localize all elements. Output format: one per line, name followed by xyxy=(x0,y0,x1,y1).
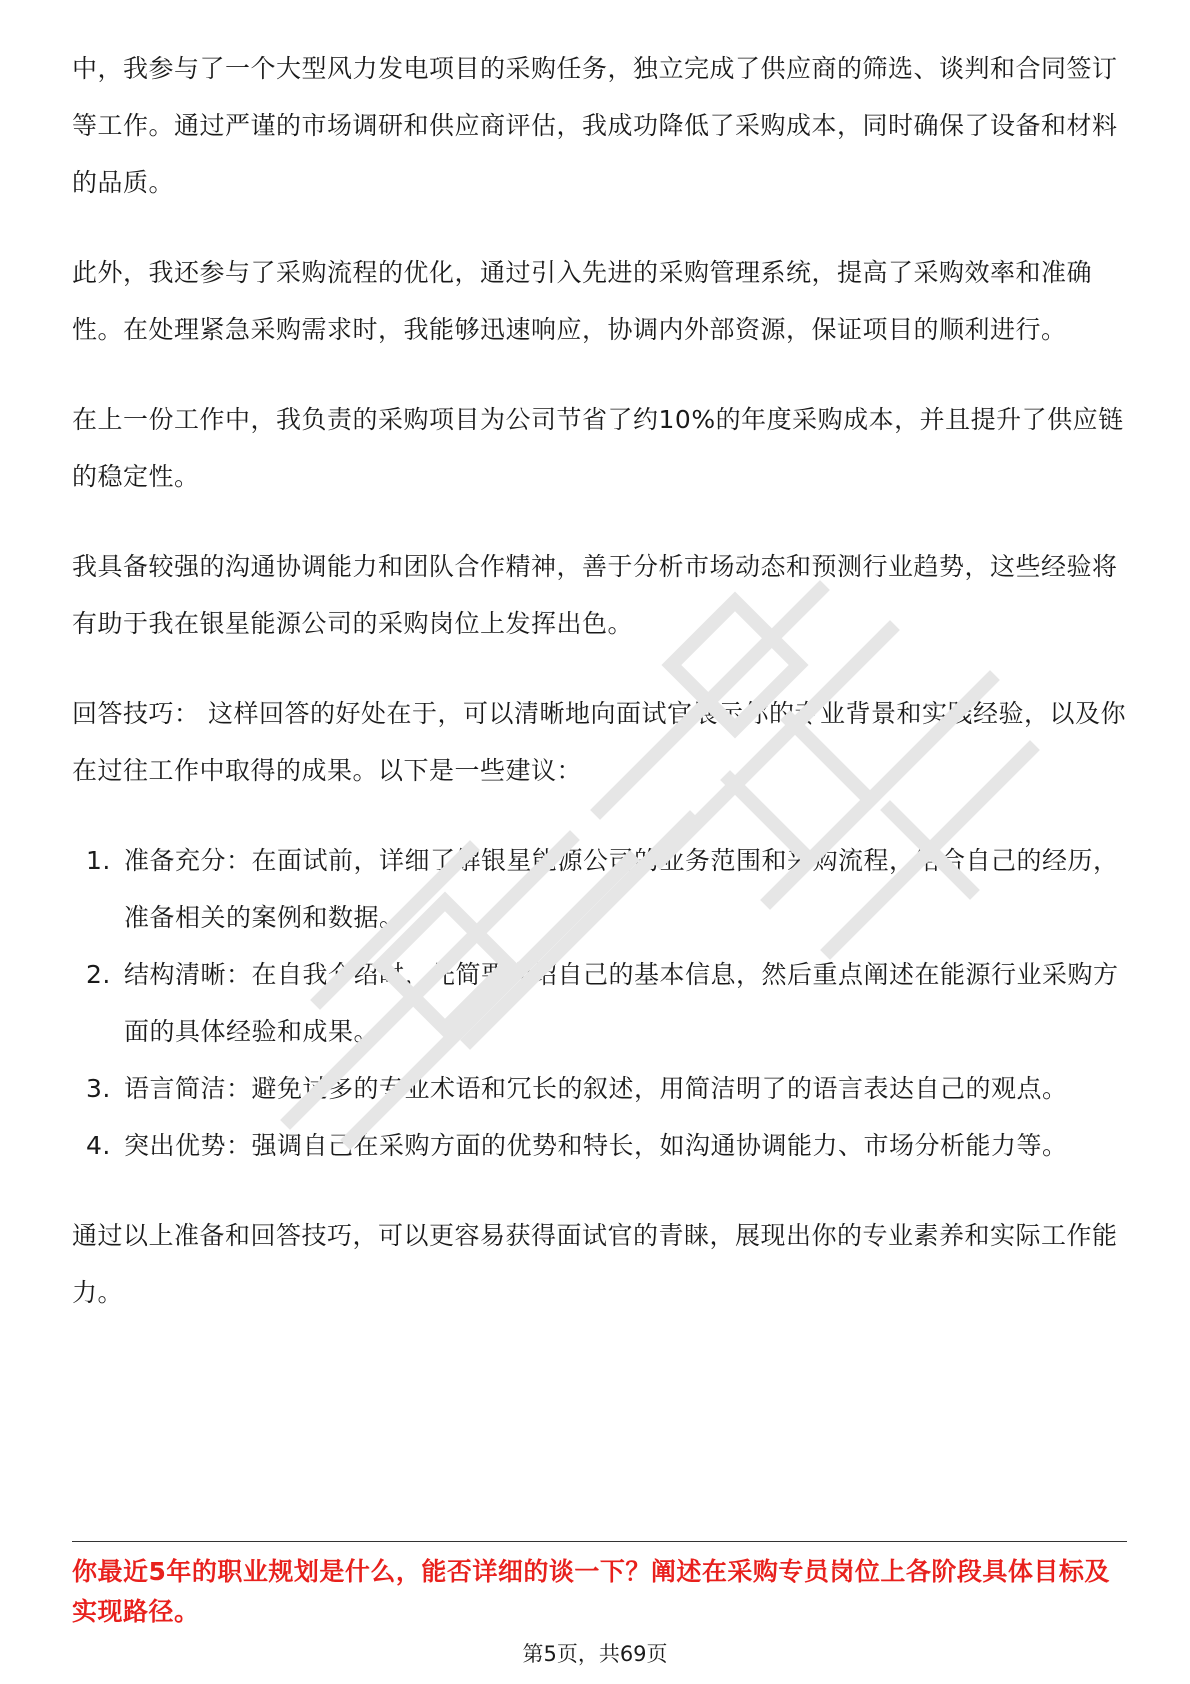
paragraph-closing: 通过以上准备和回答技巧，可以更容易获得面试官的青睐，展现出你的专业素养和实际工作能力。 xyxy=(72,1221,1118,1307)
list-item xyxy=(72,1117,1127,1174)
page-number: 第5页，共69页 xyxy=(522,1642,668,1666)
list-number: 1. xyxy=(86,846,111,875)
list-item xyxy=(72,946,1127,1060)
paragraph-process-optimization: 此外，我还参与了采购流程的优化，通过引入先进的采购管理系统，提高了采购效率和准确性。在处理紧急采购需求时，我能够迅速响应，协调内外部资源，保证项目的顺利进行。 xyxy=(72,258,1093,344)
tips-list xyxy=(72,832,1127,1174)
paragraph-cost-savings: 在上一份工作中，我负责的采购项目为公司节省了约10%的年度采购成本，并且提升了供应链的稳定性。 xyxy=(72,405,1124,491)
paragraph-project-experience: 中，我参与了一个大型风力发电项目的采购任务，独立完成了供应商的筛选、谈判和合同签订等工作。通过严谨的市场调研和供应商评估，我成功降低了采购成本，同时确保了设备和材料的品质。 xyxy=(72,54,1118,197)
section-divider xyxy=(72,1541,1127,1542)
list-number: 4. xyxy=(86,1131,111,1160)
list-item-text: 准备充分：在面试前，详细了解银星能源公司的业务范围和采购流程，结合自己的经历，准备相关的案例和数据。 xyxy=(124,846,1119,932)
paragraph-abilities: 我具备较强的沟通协调能力和团队合作精神，善于分析市场动态和预测行业趋势，这些经验将有助于我在银星能源公司的采购岗位上发挥出色。 xyxy=(72,552,1118,638)
list-item-text: 结构清晰：在自我介绍时，先简要介绍自己的基本信息，然后重点阐述在能源行业采购方面的具体经验和成果。 xyxy=(124,960,1119,1046)
list-number: 3. xyxy=(86,1074,111,1103)
next-interview-question: 你最近5年的职业规划是什么，能否详细的谈一下？阐述在采购专员岗位上各阶段具体目标及实现路径。 xyxy=(72,1557,1110,1626)
list-item-text: 突出优势：强调自己在采购方面的优势和特长，如沟通协调能力、市场分析能力等。 xyxy=(124,1131,1068,1160)
paragraph-answer-tips: 回答技巧： 这样回答的好处在于，可以清晰地向面试官展示你的专业背景和实践经验，以及你在过往工作中取得的成果。以下是一些建议： xyxy=(72,699,1126,785)
list-number: 2. xyxy=(86,960,111,989)
list-item xyxy=(72,832,1127,946)
document-body xyxy=(72,40,1127,1354)
list-item-text: 语言简洁：避免过多的专业术语和冗长的叙述，用简洁明了的语言表达自己的观点。 xyxy=(124,1074,1068,1103)
list-item xyxy=(72,1060,1127,1117)
